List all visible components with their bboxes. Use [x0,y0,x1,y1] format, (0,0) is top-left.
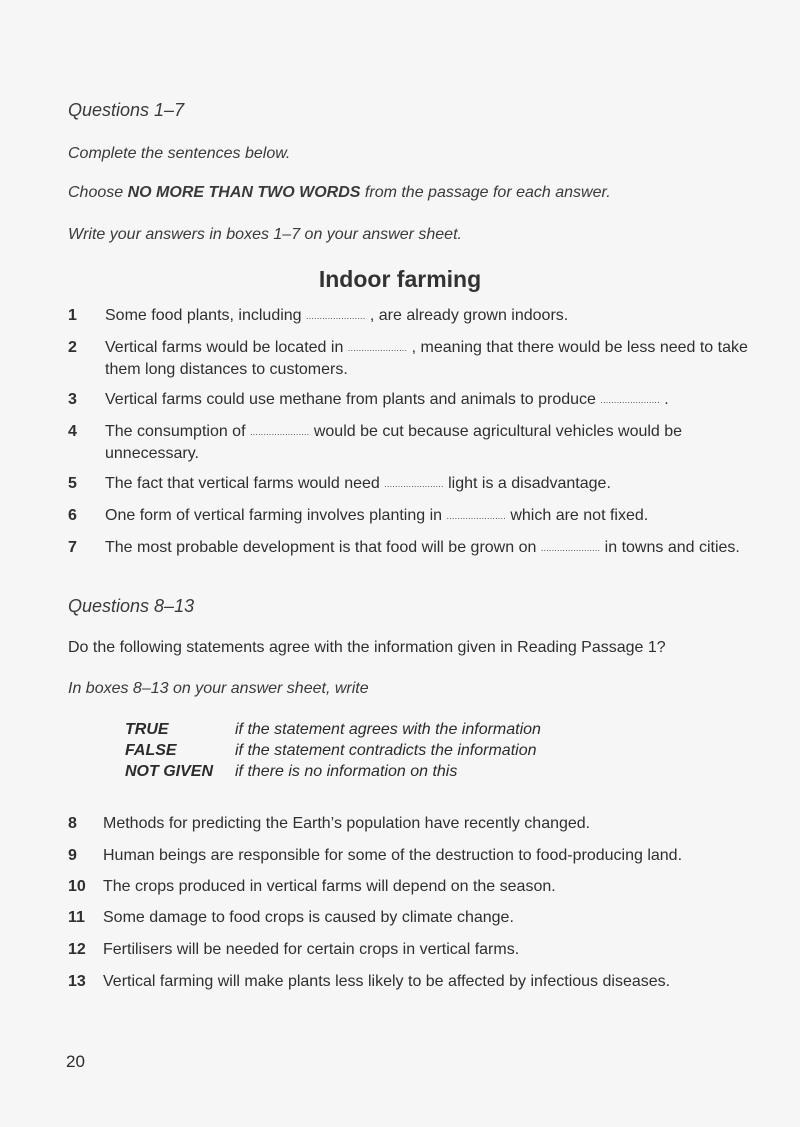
question-text [105,473,748,495]
question-number: 4 [68,423,77,440]
statement-number: 11 [68,909,85,926]
question-6 [68,505,748,527]
answer-blank: ...................... [384,479,444,489]
question-number: 6 [68,507,77,524]
question-text-before: One form of vertical farming involves planting in [105,507,447,524]
statement-13 [68,971,748,992]
statement-8 [68,813,748,834]
statement-text: Some damage to food crops is caused by climate change. [103,909,514,926]
instruction-word-limit: NO MORE THAN TWO WORDS [127,184,361,201]
option-false [125,740,541,761]
question-text-after: , meaning that there would be less need to take them long distances to customers. [105,339,748,378]
question-text-after: in towns and cities. [600,539,740,556]
question-1 [68,305,748,327]
statement-number: 8 [68,815,77,832]
statement-number: 9 [68,847,77,864]
question-2 [68,337,748,380]
question-number: 3 [68,391,77,408]
passage-title: Indoor farming [318,266,482,292]
option-key: TRUE [125,721,169,738]
page-number: 20 [66,1052,85,1071]
question-number: 2 [68,339,77,356]
question-text-before: Vertical farms would be located in [105,339,348,356]
instruction-complete: Complete the sentences below. [68,145,291,162]
question-7 [68,537,748,559]
question-text-before: Some food plants, including [105,307,307,324]
statement-text: The crops produced in vertical farms will depend on the season. [103,878,556,895]
question-text-before: The fact that vertical farms would need [105,475,385,492]
option-desc: if there is no information on this [235,763,458,780]
section-heading-1-7: Questions 1–7 [68,100,185,120]
instruction-agree: Do the following statements agree with the information given in Reading Passage 1? [68,639,666,656]
answer-blank: ...................... [347,343,408,353]
question-text-before: Vertical farms could use methane from plants and animals to produce [105,391,601,408]
question-text [105,389,748,411]
instruction-in-boxes: In boxes 8–13 on your answer sheet, write [68,680,369,697]
instruction-choose-pre: Choose [68,184,128,201]
statement-number: 10 [68,878,86,895]
question-text-after: which are not fixed. [505,507,649,524]
option-desc: if the statement contradicts the information [235,742,537,759]
instruction-choose-post: from the passage for each answer. [360,184,611,201]
question-number: 7 [68,539,77,556]
question-number: 5 [68,475,77,492]
question-text-after: would be cut because agricultural vehicles would be unnecessary. [105,423,683,462]
option-true [125,719,541,740]
option-key: FALSE [125,742,177,759]
statement-text: Fertilisers will be needed for certain crops in vertical farms. [103,941,520,958]
question-3 [68,389,748,411]
statement-9 [68,845,748,866]
answer-blank: ...................... [540,543,601,553]
question-4 [68,421,748,464]
instruction-write-boxes: Write your answers in boxes 1–7 on your answer sheet. [68,226,462,243]
statement-text: Methods for predicting the Earth’s population have recently changed. [103,815,591,832]
answer-blank: ...................... [249,427,310,437]
question-text-after: . [659,391,669,408]
statement-number: 13 [68,973,86,990]
answer-blank: ...................... [600,395,660,405]
answer-blank: ...................... [446,511,506,521]
answer-blank: ...................... [306,311,366,321]
question-number: 1 [68,307,77,324]
question-text [105,505,748,527]
option-key: NOT GIVEN [125,763,214,780]
answer-options [125,719,541,782]
option-not-given [125,761,541,782]
statement-11 [68,907,748,928]
question-text-after: , are already grown indoors. [365,307,569,324]
question-5 [68,473,748,495]
statement-text: Human beings are responsible for some of the destruction to food-producing land. [103,847,683,864]
question-text [105,537,748,559]
question-text [105,421,748,464]
question-text [105,337,748,380]
instruction-choose [68,184,611,202]
section-heading-8-13: Questions 8–13 [68,596,195,616]
statement-12 [68,939,748,960]
question-text-after: light is a disadvantage. [443,475,611,492]
question-text-before: The most probable development is that food will be grown on [105,539,541,556]
option-desc: if the statement agrees with the information [235,721,541,738]
statement-number: 12 [68,941,86,958]
question-text [105,305,748,327]
statement-text: Vertical farming will make plants less likely to be affected by infectious diseases. [103,973,671,990]
question-text-before: The consumption of [105,423,250,440]
statement-10 [68,876,748,897]
